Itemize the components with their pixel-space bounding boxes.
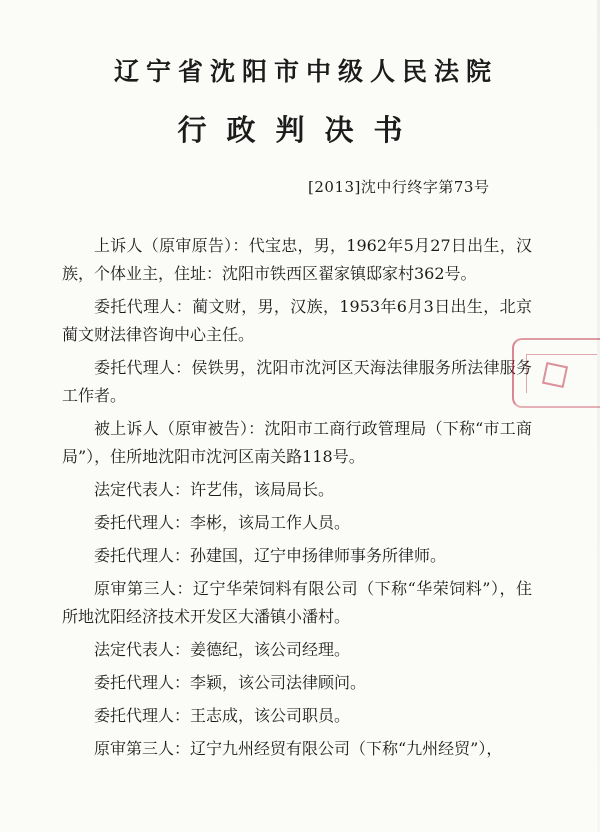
court-name: 辽宁省沈阳市中级人民法院: [113, 57, 498, 86]
appellant-agent-2: 委托代理人：侯铁男，沈阳市沈河区天海法律服务所法律服务工作者。: [62, 358, 532, 405]
document-title: 行政判决书: [177, 113, 423, 147]
document-body: [62, 232, 532, 768]
appellee-agent-1: 委托代理人：李彬，该局工作人员。: [94, 513, 351, 532]
third-party-1-legal-representative: 法定代表人：姜德纪，该公司经理。: [94, 640, 351, 659]
third-party-1: 原审第三人：辽宁华荣饲料有限公司（下称“华荣饲料”），住所地沈阳经济技术开发区大潘镇小潘村。: [62, 579, 532, 626]
third-party-2: 原审第三人：辽宁九州经贸有限公司（下称“九州经贸”），: [94, 739, 503, 758]
appellant-agent-1: 委托代理人：蔺文财，男，汉族，1953年6月3日出生，北京蔺文财法律咨询中心主任。: [62, 297, 532, 344]
third-party-1-agent-1: 委托代理人：李颖，该公司法律顾问。: [94, 673, 367, 692]
appellee-agent-2: 委托代理人：孙建国，辽宁申扬律师事务所律师。: [94, 546, 447, 565]
third-party-1-agent-2: 委托代理人：王志成，该公司职员。: [94, 706, 351, 725]
seal-stamp-fragment: [512, 338, 600, 408]
seal-mark: [542, 362, 568, 388]
appellee-legal-representative: 法定代表人：许艺伟，该局局长。: [94, 480, 335, 499]
party-appellant: 上诉人（原审原告）：代宝忠，男，1962年5月27日出生，汉族，个体业主，住址：沈阳市铁西区翟家镇邸家村362号。: [62, 236, 532, 283]
case-number: [2013]沈中行终字第73号: [308, 178, 490, 196]
party-appellee: 被上诉人（原审被告）：沈阳市工商行政管理局（下称“市工商局”），住所地沈阳市沈河区南关路118号。: [62, 419, 532, 466]
